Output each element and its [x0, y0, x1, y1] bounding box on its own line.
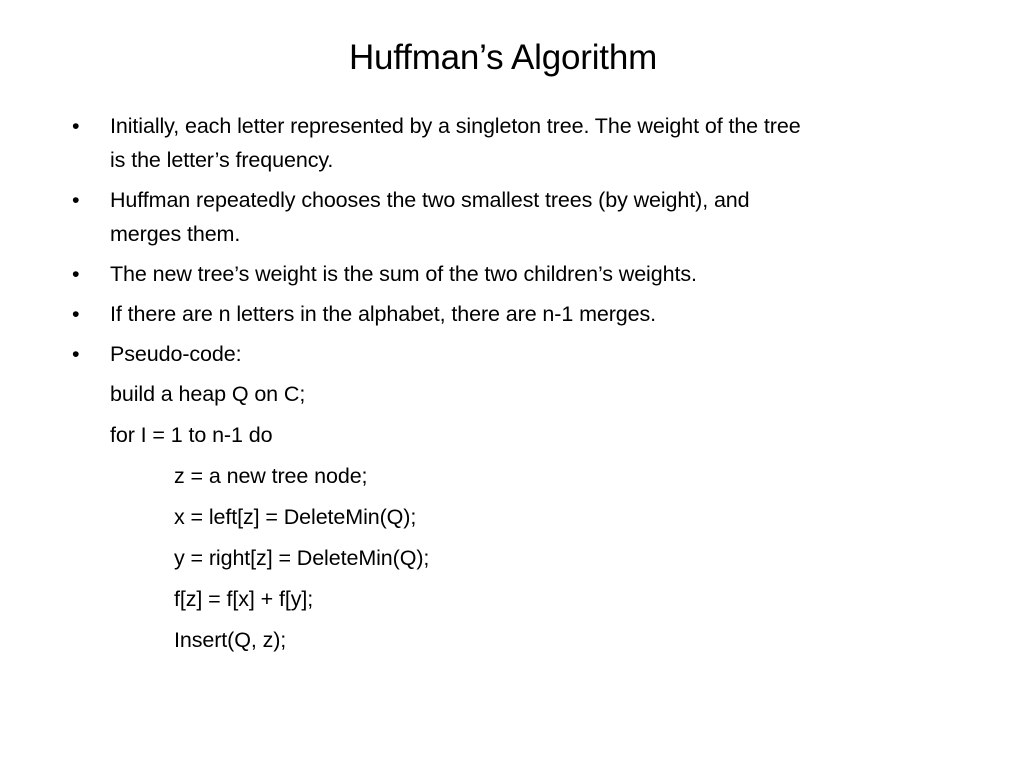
- bullet-line: The new tree’s weight is the sum of the two children’s weights.: [110, 262, 697, 286]
- bullet-item-pseudocode-label: [70, 337, 990, 371]
- pseudocode-line: z = a new tree node;: [174, 464, 368, 488]
- pseudocode-line: y = right[z] = DeleteMin(Q);: [174, 546, 430, 570]
- bullet-line: If there are n letters in the alphabet, there are n-1 merges.: [110, 302, 657, 326]
- bullet-marker: •: [72, 302, 80, 326]
- pseudocode-line: x = left[z] = DeleteMin(Q);: [174, 505, 417, 529]
- bullet-marker: •: [72, 262, 80, 286]
- slide-content: [70, 109, 990, 664]
- bullet-line: Pseudo-code:: [110, 342, 242, 366]
- pseudocode-line: for I = 1 to n-1 do: [110, 423, 273, 447]
- bullet-line: merges them.: [110, 222, 241, 246]
- pseudocode-block: [70, 377, 990, 657]
- slide-title: Huffman’s Algorithm: [348, 38, 658, 77]
- bullet-marker: •: [72, 342, 80, 366]
- bullet-list: [70, 109, 990, 371]
- pseudocode-line: build a heap Q on C;: [110, 382, 306, 406]
- bullet-marker: •: [72, 114, 80, 138]
- bullet-line: Initially, each letter represented by a singleton tree. The weight of the tree: [110, 114, 801, 138]
- bullet-item-merge-count: [70, 297, 990, 331]
- pseudocode-line: Insert(Q, z);: [174, 628, 287, 652]
- bullet-line: is the letter’s frequency.: [110, 148, 334, 172]
- bullet-item-new-weight: [70, 257, 990, 291]
- pseudocode-line: f[z] = f[x] + f[y];: [174, 587, 314, 611]
- bullet-marker: •: [72, 188, 80, 212]
- bullet-item-initial-trees: [70, 109, 990, 177]
- bullet-item-merge-smallest: [70, 183, 990, 251]
- bullet-line: Huffman repeatedly chooses the two smallest trees (by weight), and: [110, 188, 750, 212]
